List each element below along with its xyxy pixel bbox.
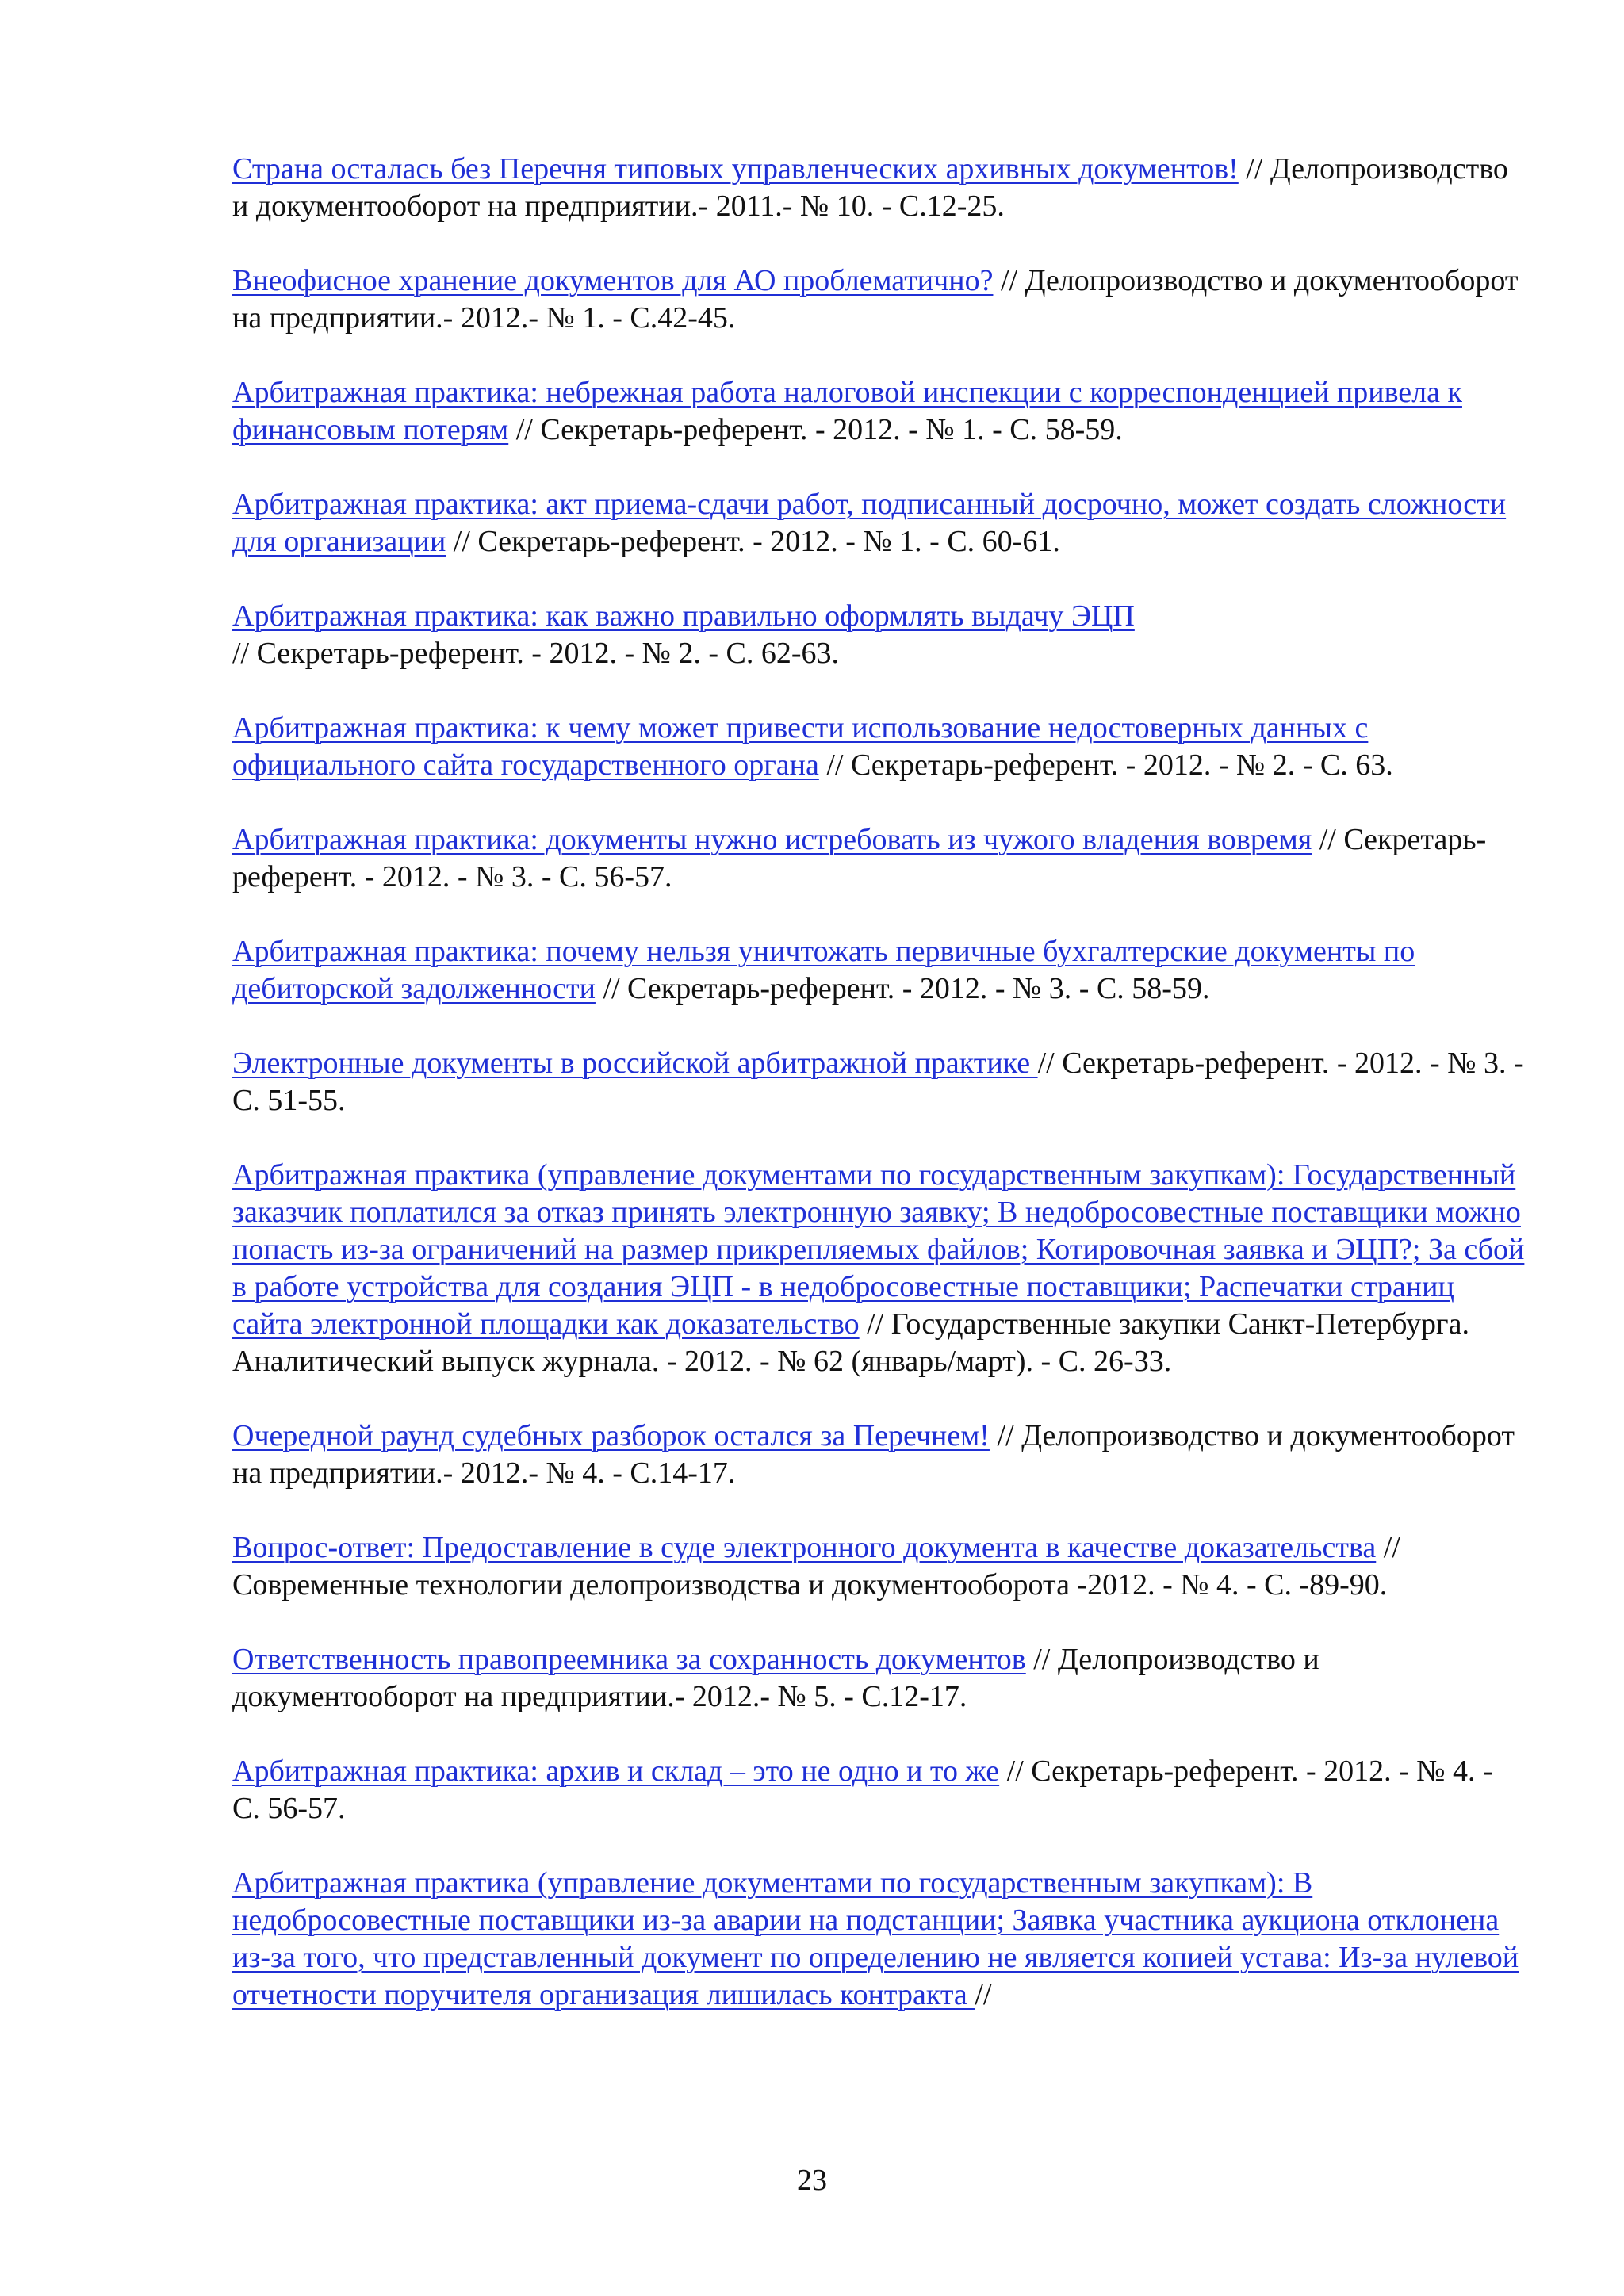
- bibliography-entry: [232, 374, 1525, 449]
- entry-citation: // Секретарь-референт. - 2012. - № 1. - С. 58-59.: [508, 413, 1123, 446]
- entry-citation: // Секретарь-референт. - 2012. - № 3. - С. 58-59.: [595, 972, 1210, 1005]
- bibliography-entry: [232, 933, 1525, 1008]
- entry-title-link[interactable]: Страна осталась без Перечня типовых управленческих архивных документов!: [232, 152, 1239, 186]
- entry-citation: // Делопроизводство и документооборот на предприятии.- 2012.- № 5. - С.12-17.: [232, 1643, 1320, 1713]
- bibliography-entry: [232, 1753, 1525, 1827]
- entry-citation: // Секретарь-референт. - 2012. - № 1. - С. 60-61.: [446, 525, 1060, 558]
- entry-citation: // Секретарь-референт. - 2012. - № 3. - С. 51-55.: [232, 1047, 1524, 1117]
- bibliography-entry: [232, 598, 1525, 672]
- entry-title-link[interactable]: Внеофисное хранение документов для АО проблематично?: [232, 264, 994, 297]
- entry-citation: // Делопроизводство и документооборот на предприятии.- 2011.- № 10. - С.12-25.: [232, 152, 1508, 223]
- entry-title-link[interactable]: Арбитражная практика: небрежная работа налоговой инспекции с корреспонденцией привела к финансовым потерям: [232, 376, 1462, 446]
- entry-title-link[interactable]: Арбитражная практика: акт приема-сдачи работ, подписанный досрочно, может создать сложности для организации: [232, 488, 1507, 558]
- entry-title-link[interactable]: Арбитражная практика: архив и склад – это не одно и то же: [232, 1755, 1000, 1788]
- entry-title-link[interactable]: Арбитражная практика (управление документами по государственным закупкам): В недобросовестные поставщики из-за аварии на подстанции; Заявка участника аукциона отклонена из-за того, что представленный документ по определению не является копией устава: Из-за нулевой отчетности поручителя организация лишилась контракта: [232, 1866, 1519, 2011]
- bibliography-entry: [232, 1865, 1525, 2014]
- entry-citation: //: [975, 1978, 992, 2011]
- page-number: 23: [797, 2164, 827, 2197]
- entry-title-link[interactable]: Электронные документы в российской арбитражной практике: [232, 1047, 1038, 1080]
- entry-title-link[interactable]: Арбитражная практика: документы нужно истребовать из чужого владения вовремя: [232, 823, 1312, 856]
- entry-citation: // Секретарь-референт. - 2012. - № 2. - С. 63.: [818, 748, 1393, 782]
- bibliography-entry: [232, 151, 1525, 225]
- entry-citation: // Государственные закупки Санкт-Петербурга. Аналитический выпуск журнала. - 2012. - № 62 (январь/март). - С. 26-33.: [232, 1307, 1469, 1378]
- entry-title-link[interactable]: Очередной раунд судебных разборок остался за Перечнем!: [232, 1419, 990, 1452]
- bibliography-entry: [232, 486, 1525, 561]
- entry-title-link[interactable]: Вопрос-ответ: Предоставление в суде электронного документа в качестве доказательства: [232, 1531, 1377, 1564]
- entry-title-link[interactable]: Арбитражная практика: как важно правильно оформлять выдачу ЭЦП: [232, 599, 1135, 633]
- bibliography-entry: [232, 710, 1525, 784]
- bibliography-list: [232, 151, 1525, 2051]
- bibliography-entry: [232, 1641, 1525, 1716]
- bibliography-entry: [232, 262, 1525, 337]
- entry-citation: // Делопроизводство и документооборот на предприятии.- 2012.- № 4. - С.14-17.: [232, 1419, 1515, 1490]
- bibliography-entry: [232, 1418, 1525, 1492]
- entry-title-link[interactable]: Арбитражная практика: почему нельзя уничтожать первичные бухгалтерские документы по дебиторской задолженности: [232, 935, 1415, 1005]
- entry-citation: // Секретарь-референт. - 2012. - № 4. - С. 56-57.: [232, 1755, 1493, 1825]
- entry-title-link[interactable]: Арбитражная практика (управление документами по государственным закупкам): Государственный заказчик поплатился за отказ принять электронную заявку; В недобросовестные поставщики можно попасть из-за ограничений на размер прикрепляемых файлов; Котировочная заявка и ЭЦП?; За сбой в работе устройства для создания ЭЦП - в недобросовестные поставщики; Распечатки страниц сайта электронной площадки как доказательство: [232, 1158, 1525, 1341]
- bibliography-entry: [232, 821, 1525, 896]
- bibliography-entry: [232, 1529, 1525, 1604]
- bibliography-entry: [232, 1045, 1525, 1119]
- bibliography-entry: [232, 1157, 1525, 1380]
- entry-title-link[interactable]: Арбитражная практика: к чему может привести использование недостоверных данных с официального сайта государственного органа: [232, 711, 1369, 782]
- entry-citation: // Секретарь-референт. - 2012. - № 2. - С. 62-63.: [232, 637, 840, 670]
- entry-citation: // Секретарь-референт. - 2012. - № 3. - С. 56-57.: [232, 823, 1487, 894]
- entry-title-link[interactable]: Ответственность правопреемника за сохранность документов: [232, 1643, 1026, 1676]
- entry-citation: // Делопроизводство и документооборот на предприятии.- 2012.- № 1. - С.42-45.: [232, 264, 1519, 335]
- entry-citation: // Современные технологии делопроизводства и документооборота -2012. - № 4. - С. -89-90.: [232, 1531, 1400, 1601]
